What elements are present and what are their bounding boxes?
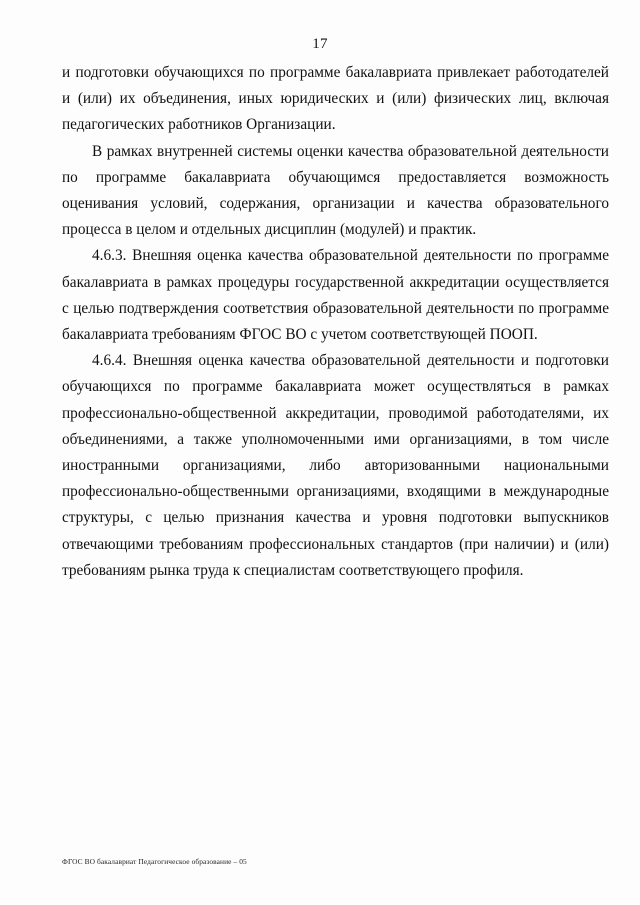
- paragraph-4-6-3: 4.6.3. Внешняя оценка качества образовательной деятельности по программе бакалавриата в рамках процедуры государственной аккредитации осуществляется с целью подтверждения соответствия образовательной деятельности по программе бакалавриата требованиям ФГОС ВО с учетом соответствующей ПООП.: [62, 247, 609, 344]
- paragraph-4-6-4: 4.6.4. Внешняя оценка качества образовательной деятельности и подготовки обучающихся по программе бакалавриата может осуществляться в рамках профессионально-общественной аккредитации, проводимой работодателями, их объединениями, а также уполномоченными ими организациями, в том числе иностранными организациями, либо авторизованными национальными профессионально-общественными организациями, входящими в международные структуры, с целью признания качества и уровня подготовки выпускников отвечающими требованиям профессиональных стандартов (при наличии) и (или) требованиям рынка труда к специалистам соответствующего профиля.: [62, 352, 609, 579]
- page-number: 17: [312, 36, 328, 52]
- page-footer: ФГОС ВО бакалавриат Педагогическое образование – 05: [62, 857, 247, 866]
- paragraph-continuation: и подготовки обучающихся по программе бакалавриата привлекает работодателей и (или) их объединения, иных юридических и (или) физических лиц, включая педагогических работников Организации.: [62, 64, 609, 134]
- paragraph-internal-assessment: В рамках внутренней системы оценки качества образовательной деятельности по программе бакалавриата обучающимся предоставляется возможность оценивания условий, содержания, организации и качества образовательного процесса в целом и отдельных дисциплин (модулей) и практик.: [62, 142, 609, 239]
- document-body: [62, 60, 609, 584]
